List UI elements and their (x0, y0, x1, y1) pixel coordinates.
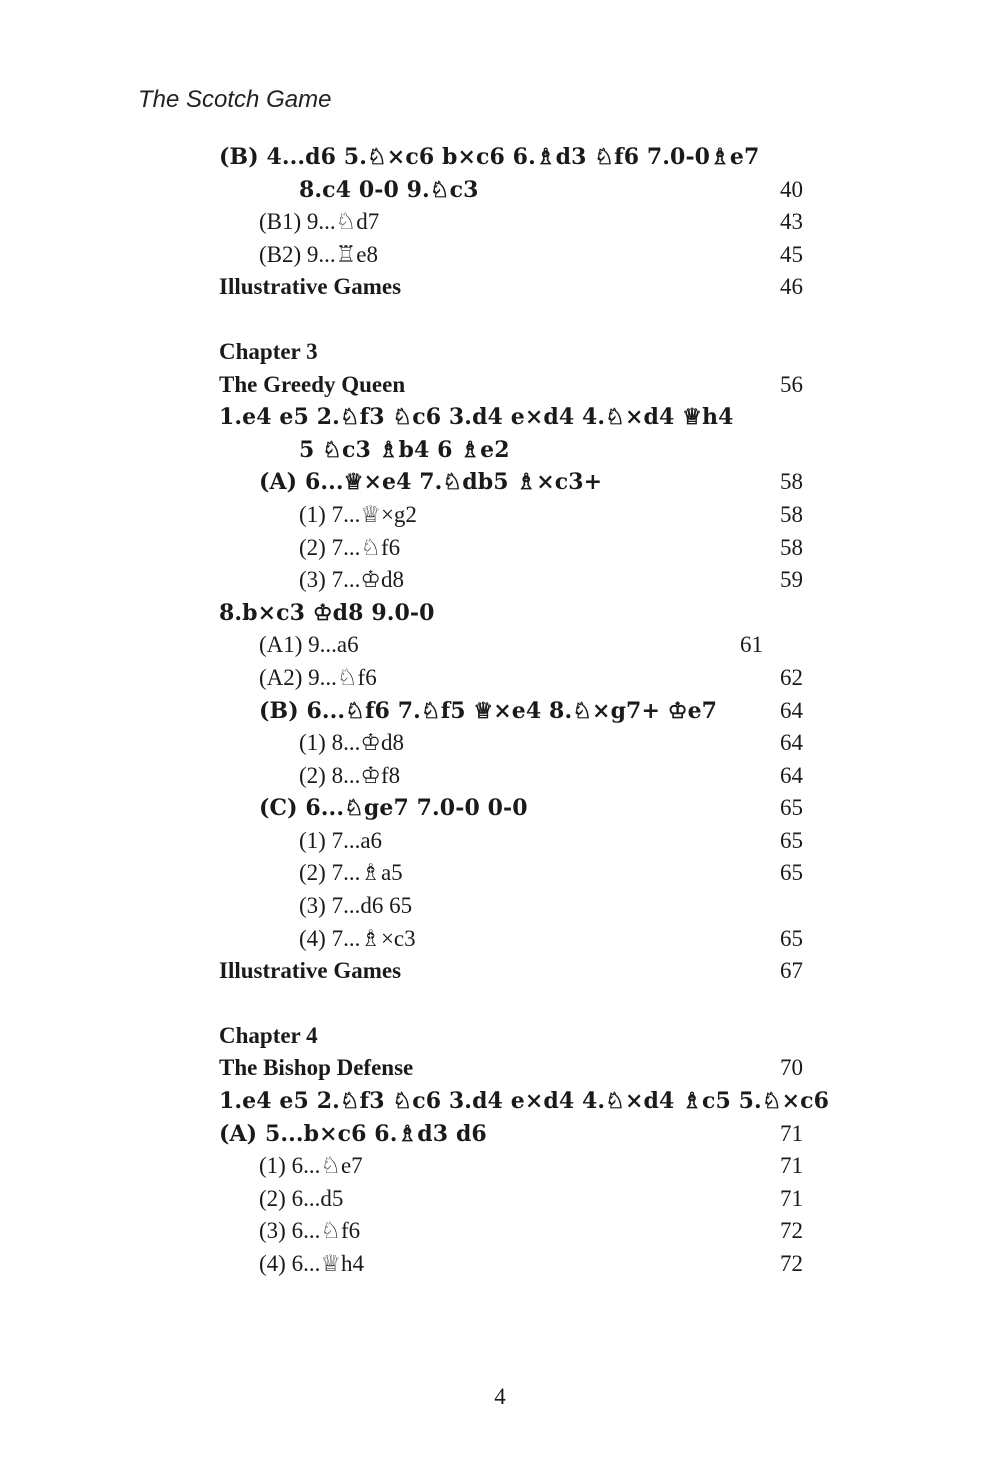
toc-page-number: 65 (780, 795, 803, 821)
toc-page-number: 56 (780, 371, 803, 397)
toc-row (0, 532, 1000, 565)
toc-entry: (3) 7...♔d8 (299, 567, 404, 593)
toc-page-number: 58 (780, 501, 803, 527)
toc-row (0, 792, 1000, 825)
toc-page-number: 59 (780, 567, 803, 593)
toc-row (0, 1183, 1000, 1216)
toc-row (0, 760, 1000, 793)
toc-row (0, 890, 1000, 923)
toc-entry: 1.e4 e5 2.♘f3 ♘c6 3.d4 e×d4 4.♘×d4 ♗c5 5.♘×c6 (219, 1088, 830, 1115)
table-of-contents (0, 141, 1000, 1281)
toc-row (0, 727, 1000, 760)
toc-row (0, 597, 1000, 630)
toc-entry: (1) 8...♔d8 (299, 730, 404, 756)
toc-page-number: 64 (780, 730, 803, 756)
toc-row (0, 239, 1000, 272)
toc-row (0, 141, 1000, 174)
toc-page-number: 70 (780, 1055, 803, 1081)
toc-entry: The Greedy Queen (219, 371, 406, 397)
toc-row (0, 923, 1000, 956)
toc-row (0, 1118, 1000, 1151)
toc-page-number: 43 (780, 209, 803, 235)
toc-entry: (1) 6...♘e7 (259, 1153, 363, 1179)
toc-entry: (A2) 9...♘f6 (259, 664, 377, 690)
toc-row (0, 825, 1000, 858)
toc-page-number: 45 (780, 241, 803, 267)
toc-row (0, 1150, 1000, 1183)
toc-page-number: 65 (780, 860, 803, 886)
toc-row (0, 499, 1000, 532)
toc-entry: 8.b×c3 ♔d8 9.0-0 (219, 599, 435, 626)
toc-row (0, 629, 1000, 662)
toc-entry: (3) 7...d6 65 (299, 893, 413, 919)
toc-row (0, 271, 1000, 304)
toc-page-number: 62 (780, 664, 803, 690)
toc-entry: (2) 8...♔f8 (299, 762, 401, 788)
toc-row (0, 1248, 1000, 1281)
toc-page-number: 64 (780, 697, 803, 723)
running-head: The Scotch Game (138, 86, 332, 113)
toc-entry: 5 ♘c3 ♗b4 6 ♗e2 (299, 436, 510, 463)
toc-entry: Chapter 3 (219, 338, 318, 364)
toc-entry: The Bishop Defense (219, 1055, 414, 1081)
toc-row (0, 401, 1000, 434)
toc-entry: (4) 6...♕h4 (259, 1251, 364, 1276)
toc-entry: Chapter 4 (219, 1022, 318, 1048)
toc-row (0, 695, 1000, 728)
toc-page-number: 64 (780, 762, 803, 788)
toc-row (0, 1020, 1000, 1053)
toc-entry: (A) 5...b×c6 6.♗d3 d6 (219, 1120, 487, 1147)
toc-entry: (A1) 9...a6 (259, 632, 359, 658)
toc-page-number: 61 (740, 632, 763, 658)
toc-entry: (B) 6...♘f6 7.♘f5 ♕×e4 8.♘×g7+ ♔e7 (259, 697, 718, 724)
page-number: 4 (494, 1384, 506, 1409)
toc-page-number: 71 (780, 1153, 803, 1179)
toc-entry: (A) 6...♕×e4 7.♘db5 ♗×c3+ (259, 469, 603, 496)
toc-entry: 8.c4 0-0 9.♘c3 (299, 176, 479, 203)
toc-page-number: 67 (780, 958, 803, 984)
toc-row (0, 1052, 1000, 1085)
toc-page-number: 65 (780, 827, 803, 853)
toc-entry: (1) 7...a6 (299, 827, 383, 853)
toc-row (0, 466, 1000, 499)
toc-row (0, 174, 1000, 207)
toc-entry: (4) 7...♗×c3 (299, 925, 416, 951)
toc-entry: (3) 6...♘f6 (259, 1218, 361, 1244)
toc-row (0, 857, 1000, 890)
toc-entry: Illustrative Games (219, 958, 402, 984)
toc-row (0, 336, 1000, 369)
toc-page-number: 71 (780, 1185, 803, 1211)
toc-entry: (C) 6...♘ge7 7.0-0 0-0 (259, 795, 528, 822)
toc-page-number: 72 (780, 1218, 803, 1244)
toc-entry: (2) 7...♘f6 (299, 534, 401, 560)
toc-row (0, 955, 1000, 988)
toc-row (0, 662, 1000, 695)
toc-row (0, 369, 1000, 402)
toc-entry: (2) 6...d5 (259, 1185, 344, 1211)
toc-page-number: 71 (780, 1120, 803, 1146)
toc-entry: Illustrative Games (219, 274, 402, 300)
toc-entry: 1.e4 e5 2.♘f3 ♘c6 3.d4 e×d4 4.♘×d4 ♕h4 (219, 404, 734, 431)
toc-row (0, 1085, 1000, 1118)
toc-page-number: 40 (780, 176, 803, 202)
toc-entry: (B) 4...d6 5.♘×c6 b×c6 6.♗d3 ♘f6 7.0-0♗e7 (219, 144, 760, 170)
toc-row (0, 206, 1000, 239)
toc-row (0, 434, 1000, 467)
toc-row (0, 564, 1000, 597)
toc-page-number: 58 (780, 534, 803, 560)
toc-entry: (B1) 9...♘d7 (259, 209, 380, 235)
toc-page-number: 72 (780, 1251, 803, 1276)
toc-page-number: 46 (780, 274, 803, 300)
toc-entry: (B2) 9...♖e8 (259, 241, 378, 267)
toc-page-number: 58 (780, 469, 803, 495)
toc-entry: (1) 7...♕×g2 (299, 501, 417, 527)
toc-row (0, 1215, 1000, 1248)
toc-page-number: 65 (780, 925, 803, 951)
toc-entry: (2) 7...♗a5 (299, 860, 403, 886)
